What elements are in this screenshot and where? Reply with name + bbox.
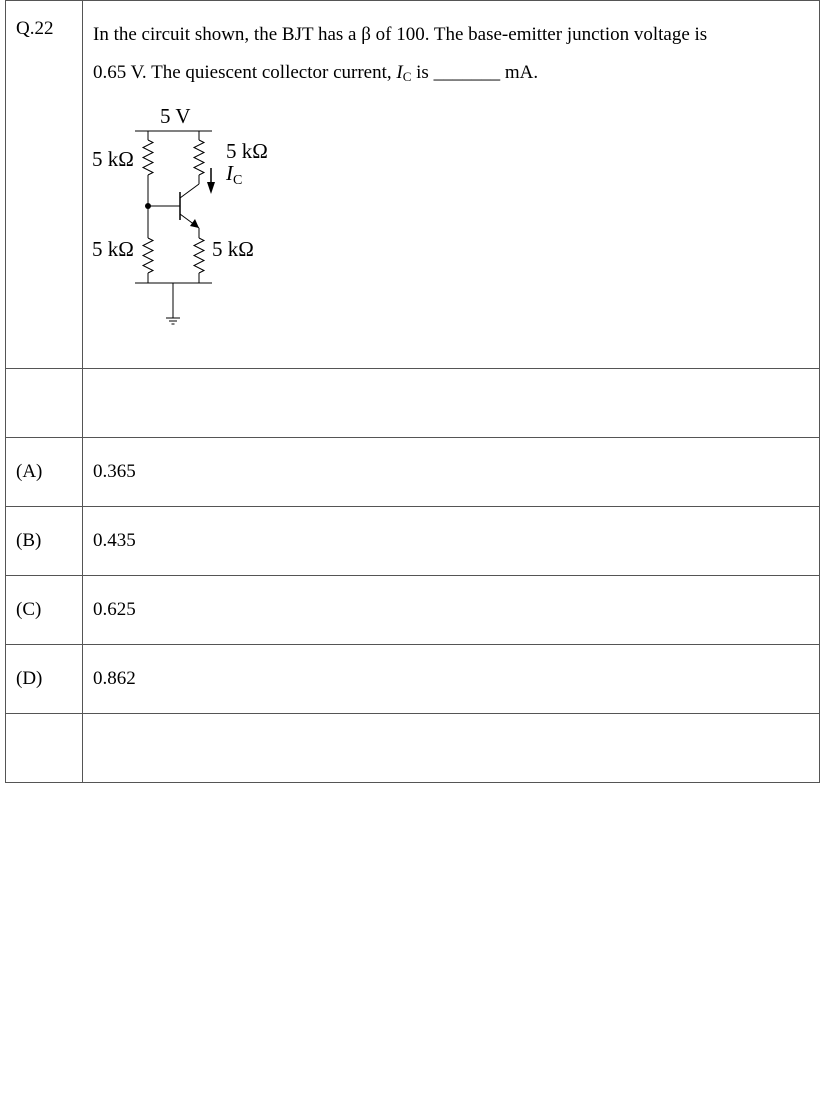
blank-cell-right (83, 369, 820, 438)
question-number-cell (6, 1, 83, 369)
question-body-cell (83, 1, 820, 369)
option-row-d (6, 645, 820, 714)
option-label-cell (6, 576, 83, 645)
option-label-cell (6, 645, 83, 714)
option-row-c (6, 576, 820, 645)
resistor-collector-label: 5 kΩ (226, 139, 268, 163)
ic-label-symbol: I (226, 161, 233, 185)
option-row-b (6, 507, 820, 576)
blank-row-bottom (6, 714, 820, 783)
blank-cell-left (6, 369, 83, 438)
ic-arrow-head (207, 182, 215, 194)
resistor-bottom-left (143, 238, 153, 273)
resistor-top-left-label: 5 kΩ (92, 147, 134, 171)
ic-label-subscript: C (233, 173, 243, 188)
question-row (6, 1, 820, 369)
supply-label: 5 V (160, 104, 191, 128)
option-value: 0.862 (93, 668, 136, 689)
option-value-cell (83, 438, 820, 507)
blank-row (6, 369, 820, 438)
transistor-collector-lead (180, 184, 199, 198)
resistor-collector (194, 140, 204, 175)
option-label-cell (6, 438, 83, 507)
blank-cell-right (83, 714, 820, 783)
question-text-line1: In the circuit shown, the BJT has a β of 100. The base-emitter junction voltage is (93, 24, 708, 45)
resistor-bottom-left-label: 5 kΩ (92, 237, 134, 261)
resistor-top-left (143, 140, 153, 175)
option-row-a (6, 438, 820, 507)
option-label: (D) (16, 668, 43, 689)
option-value: 0.435 (93, 530, 136, 551)
ic-label (226, 163, 242, 188)
resistor-emitter-label: 5 kΩ (212, 237, 254, 261)
blank-cell-left (6, 714, 83, 783)
question-text (83, 1, 819, 96)
option-value: 0.365 (93, 461, 136, 482)
question-text-line2-pre: 0.65 V. The quiescent collector current, (93, 62, 397, 83)
emitter-arrow (190, 219, 199, 228)
option-label-cell (6, 507, 83, 576)
question-number: Q.22 (16, 18, 54, 39)
option-label: (C) (16, 599, 42, 620)
option-value-cell (83, 645, 820, 714)
option-value: 0.625 (93, 599, 136, 620)
circuit-schematic (83, 98, 343, 338)
option-value-cell (83, 576, 820, 645)
option-label: (B) (16, 530, 42, 551)
question-text-line2-post: is _______ mA. (411, 62, 539, 83)
question-ic-subscript: C (402, 69, 412, 84)
option-value-cell (83, 507, 820, 576)
base-junction-dot (145, 203, 151, 209)
question-table (5, 0, 820, 783)
option-label: (A) (16, 461, 43, 482)
resistor-emitter (194, 238, 204, 273)
circuit-diagram (83, 98, 343, 338)
question-ic-symbol: I (396, 62, 403, 83)
